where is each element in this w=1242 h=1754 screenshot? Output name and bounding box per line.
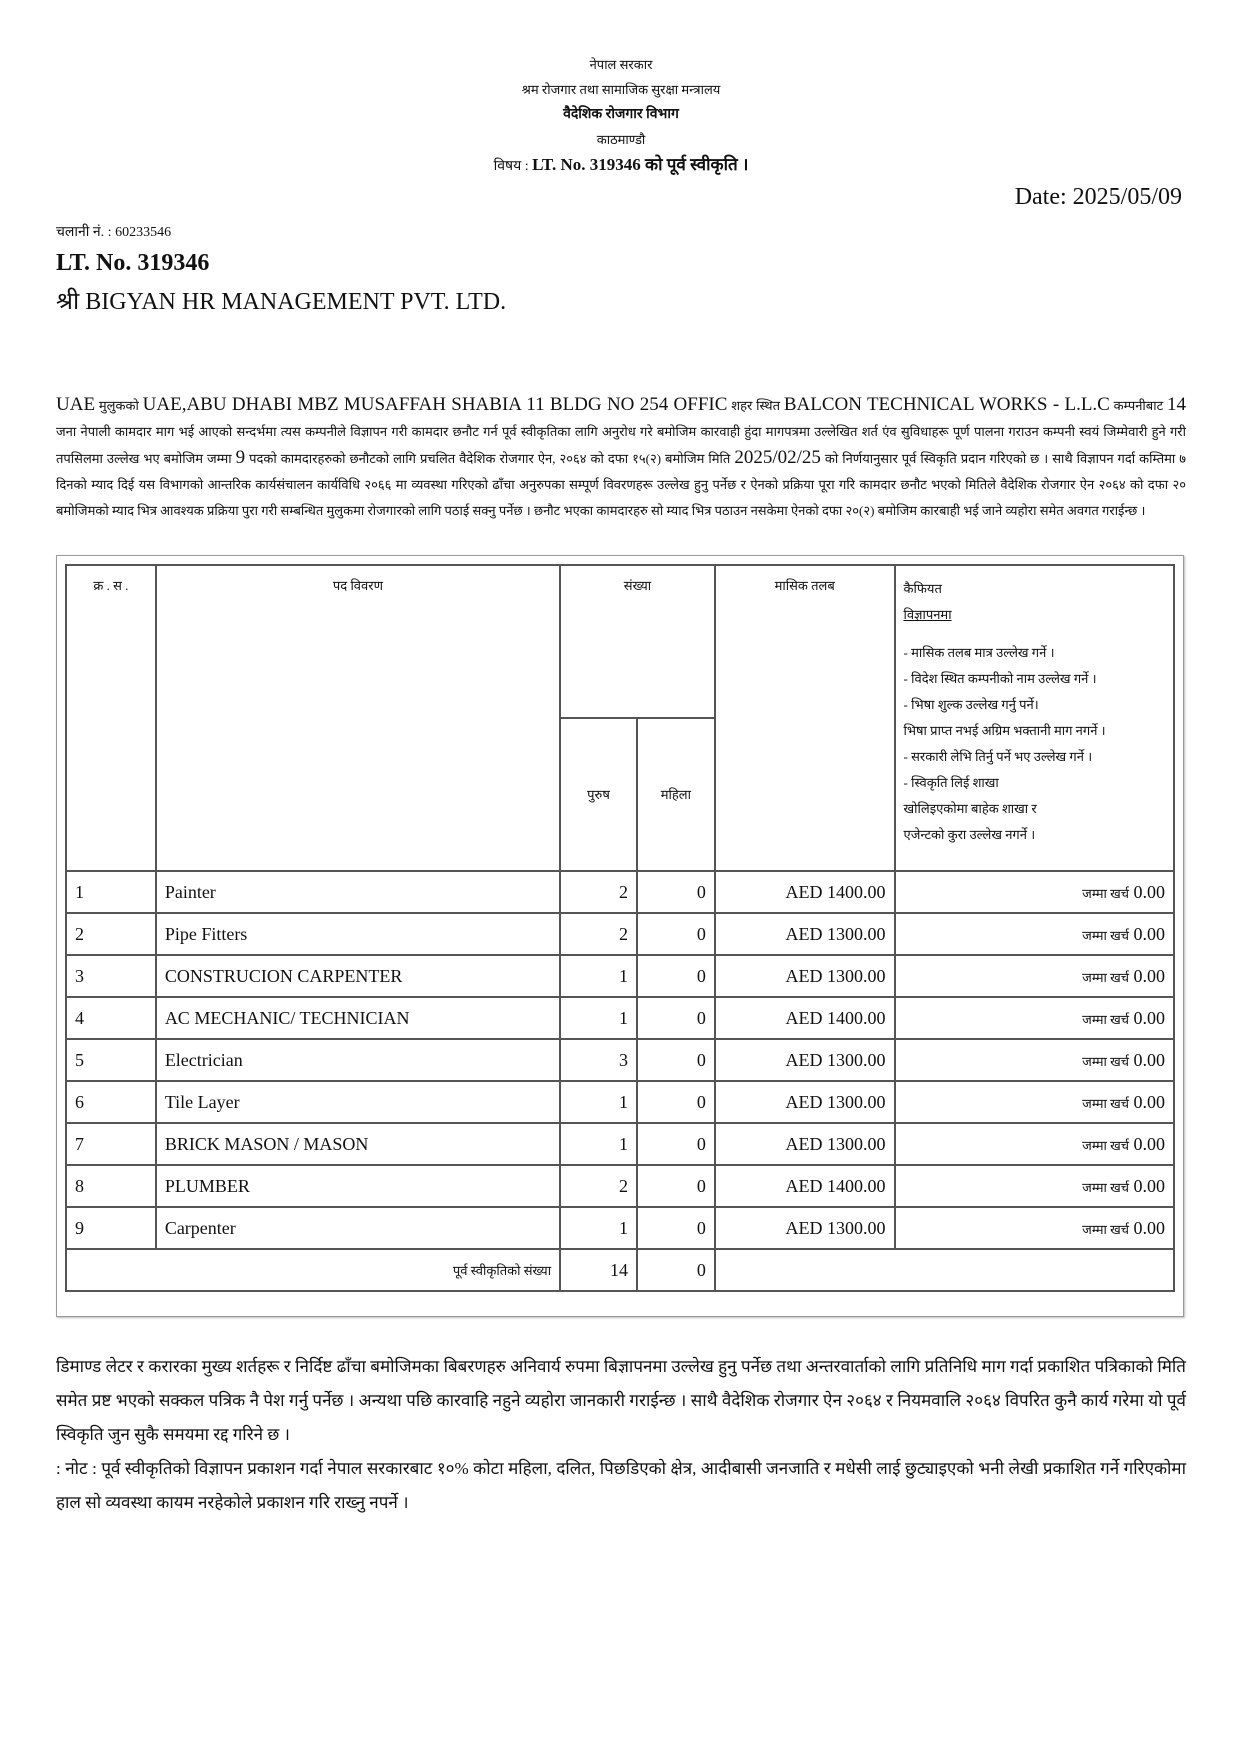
subject-prefix: विषय : [493,159,529,174]
intro-city: UAE,ABU DHABI MBZ MUSAFFAH SHABIA 11 BLDG NO 254 OFFIC [142,394,728,415]
table-row [66,871,1174,913]
cell-male: 1 [560,1081,637,1123]
cell-female: 0 [637,955,715,997]
remarks-item: - स्विकृति लिई शाखा [903,775,999,790]
header-ministry: श्रम रोजगार तथा सामाजिक सुरक्षा मन्त्रालय [521,82,721,97]
table-row [66,1165,1174,1207]
expense-value: 0.00 [1133,1091,1165,1112]
positions-table [65,564,1175,1292]
remarks-item: भिषा प्राप्त नभई अग्रिम भक्तानी माग नगर्ने । [903,723,1106,738]
total-male: 14 [560,1249,637,1291]
col-header-male: पुरुष [560,718,637,871]
intro-text-5: पदको कामदारहरुको छनौटको लागि प्रचलित वैदेशिक रोजगार ऐन, २०६४ को दफा १५(२) बमोजिम मिति [245,451,735,466]
intro-country: UAE [56,394,96,415]
intro-worker-count: 14 [1166,394,1186,415]
cell-salary: AED 1300.00 [715,1207,895,1249]
addressee: श्री BIGYAN HR MANAGEMENT PVT. LTD. [56,289,507,315]
remarks-item: खोलिइएकोमा बाहेक शाखा र [903,801,1037,816]
intro-text-3: कम्पनीबाट [1109,398,1167,413]
cell-male: 3 [560,1039,637,1081]
cell-sn: 3 [66,955,156,997]
cell-position: PLUMBER [156,1165,560,1207]
col-header-sn: क्र . स . [66,565,156,871]
total-empty-cell [715,1249,1174,1291]
cell-expense [895,997,1174,1039]
remarks-item: - विदेश स्थित कम्पनीको नाम उल्लेख गर्ने । [903,671,1097,686]
expense-label: जम्मा खर्च [1082,1095,1129,1111]
letter-header [0,52,1242,179]
table-row [66,913,1174,955]
cell-position: Electrician [156,1039,560,1081]
header-city: काठमाण्डौ [596,132,646,147]
intro-text-4: जना नेपाली कामदार माग भई आएको सन्दर्भमा त्यस कम्पनीले विज्ञापन गरी कामदार छनौट गर्न पूर्व स्वीकृतिका लागि अनुरोध गरे बमोजिम कारवाही हुंदा मागपत्रमा उल्लेखित शर्त एंव सुविधाहरू पूर्ण पालना गराउन कम्पनी स्वयं जिम्मेवारी हुने गरी तपसिलमा उल्लेख भए बमोजिम जम्मा [56,424,1186,466]
expense-label: जम्मा खर्च [1082,885,1129,901]
table-row [66,1081,1174,1123]
total-row [66,1249,1174,1291]
expense-label: जम्मा खर्च [1082,1053,1129,1069]
expense-value: 0.00 [1133,1133,1165,1154]
expense-value: 0.00 [1133,881,1165,902]
cell-salary: AED 1300.00 [715,1123,895,1165]
cell-expense [895,913,1174,955]
cell-female: 0 [637,871,715,913]
cell-male: 2 [560,1165,637,1207]
intro-text-2: शहर स्थित [727,398,784,413]
header-department: वैदेशिक रोजगार विभाग [563,107,679,122]
cell-female: 0 [637,1039,715,1081]
subject-text: LT. No. 319346 को पूर्व स्वीकृति । [532,155,749,174]
col-header-remarks [895,565,1174,871]
cell-sn: 2 [66,913,156,955]
cell-position: CONSTRUCION CARPENTER [156,955,560,997]
cell-female: 0 [637,1081,715,1123]
footer-paragraph: डिमाण्ड लेटर र करारका मुख्य शर्तहरू र निर्दिष्ट ढाँचा बमोजिमका बिबरणहरु अनिवार्य रुपमा बिज्ञापनमा उल्लेख हुनु पर्नेछ तथा अन्तरवार्ताको लागि प्रतिनिधि माग गर्दा प्रकाशित पत्रिकाको मिति समेत प्रष्ट भएको सक्कल पत्रिक नै पेश गर्नु पर्नेछ । अन्यथा पछि कारवाहि नहुने व्यहोरा जानकारी गराईन्छ । साथै वैदेशिक रोजगार ऐन २०६४ र नियमवालि २०६४ विपरित कुनै कार्य गरेमा यो पूर्व स्विकृति जुन सुकै समयमा रद्द गरिने छ । [56,1357,1186,1444]
cell-female: 0 [637,997,715,1039]
intro-text-1: मुलुकको [95,398,143,413]
cell-sn: 7 [66,1123,156,1165]
remarks-item: - मासिक तलब मात्र उल्लेख गर्ने । [903,645,1055,660]
remarks-item: एजेन्टको कुरा उल्लेख नगर्ने । [903,827,1036,842]
expense-value: 0.00 [1133,1049,1165,1070]
cell-sn: 5 [66,1039,156,1081]
remarks-item: - भिषा शुल्क उल्लेख गर्नु पर्ने। [903,697,1039,712]
intro-text-6: को निर्णयानुसार पूर्व स्विकृति प्रदान गरिएको छ । साथै विज्ञापन गर्दा कम्तिमा ७ दिनको म्याद दिई यस विभागको आन्तरिक कार्यसंचालन कार्यविधि २०६६ मा व्यवस्था गरिएको ढाँचा अनुरुपका सम्पूर्ण विवरणहरू उल्लेख हुनु पर्नेछ र ऐनको प्रक्रिया पूरा गरि कामदार छनौट भएको मितिले वैदेशिक रोजगार ऐन २०६४ को दफा २० बमोजिमको म्याद भित्र आवश्यक प्रक्रिया पुरा गरी सम्बन्धित मुलुकमा रोजगारको लागि पठाई सक्नु पर्नेछ । छनौट भएका कामदारहरु सो म्याद भित्र पठाउन नसकेमा ऐनको दफा २०(२) बमोजिम कारबाही भई जाने व्यहोरा समेत अवगत गराईन्छ । [56,451,1187,518]
cell-female: 0 [637,913,715,955]
cell-sn: 9 [66,1207,156,1249]
col-header-salary: मासिक तलब [715,565,895,871]
cell-position: Painter [156,871,560,913]
cell-male: 1 [560,1207,637,1249]
total-label: पूर्व स्वीकृतिको संख्या [66,1249,560,1291]
table-row [66,1039,1174,1081]
intro-paragraph [56,392,1186,524]
cell-male: 2 [560,871,637,913]
cell-position: Carpenter [156,1207,560,1249]
cell-expense [895,1039,1174,1081]
cell-salary: AED 1300.00 [715,1081,895,1123]
expense-value: 0.00 [1133,1217,1165,1238]
cell-position: Tile Layer [156,1081,560,1123]
expense-label: जम्मा खर्च [1082,1179,1129,1195]
cell-expense [895,1165,1174,1207]
cell-salary: AED 1300.00 [715,913,895,955]
cell-expense [895,1207,1174,1249]
cell-male: 1 [560,997,637,1039]
cell-salary: AED 1300.00 [715,1039,895,1081]
cell-sn: 6 [66,1081,156,1123]
table-row [66,997,1174,1039]
table-row [66,955,1174,997]
cell-male: 1 [560,955,637,997]
cell-position: Pipe Fitters [156,913,560,955]
letter-date: Date: 2025/05/09 [1014,184,1182,210]
cell-salary: AED 1300.00 [715,955,895,997]
cell-position: BRICK MASON / MASON [156,1123,560,1165]
footer-notes [56,1350,1186,1520]
lt-number: LT. No. 319346 [56,250,210,276]
cell-salary: AED 1400.00 [715,997,895,1039]
header-government: नेपाल सरकार [589,57,653,72]
cell-female: 0 [637,1207,715,1249]
cell-male: 1 [560,1123,637,1165]
expense-label: जम्मा खर्च [1082,1137,1129,1153]
expense-value: 0.00 [1133,923,1165,944]
cell-female: 0 [637,1165,715,1207]
cell-expense [895,1123,1174,1165]
cell-sn: 1 [66,871,156,913]
remarks-item: - सरकारी लेभि तिर्नु पर्ने भए उल्लेख गर्ने । [903,749,1093,764]
col-header-count: संख्या [560,565,715,718]
cell-position: AC MECHANIC/ TECHNICIAN [156,997,560,1039]
expense-label: जम्मा खर्च [1082,927,1129,943]
expense-label: जम्मा खर्च [1082,969,1129,985]
cell-expense [895,1081,1174,1123]
expense-label: जम्मा खर्च [1082,1221,1129,1237]
cell-sn: 4 [66,997,156,1039]
cell-male: 2 [560,913,637,955]
cell-salary: AED 1400.00 [715,1165,895,1207]
remarks-list [904,640,1172,848]
table-row [66,1123,1174,1165]
positions-table-frame [56,555,1184,1317]
intro-position-count: 9 [235,447,246,468]
subject-line [0,152,1242,179]
expense-label: जम्मा खर्च [1082,1011,1129,1027]
col-header-position: पद विवरण [156,565,560,871]
cell-expense [895,871,1174,913]
remarks-subtitle: विज्ञापनमा [903,607,952,622]
col-header-female: महिला [637,718,715,871]
footer-note: : नोट : पूर्व स्वीकृतिको विज्ञापन प्रकाशन गर्दा नेपाल सरकारबाट १०% कोटा महिला, दलित, पिछडिएको क्षेत्र, आदीबासी जनजाति र मधेसी लाई छुट्याइएको भनी लेखी प्रकाशित गर्ने गरिएकोमा हाल सो व्यवस्था कायम नरहेकोले प्रकाशन गरि राख्नु नपर्ने । [56,1459,1186,1512]
cell-salary: AED 1400.00 [715,871,895,913]
expense-value: 0.00 [1133,965,1165,986]
remarks-title: कैफियत [903,581,942,596]
cell-expense [895,955,1174,997]
expense-value: 0.00 [1133,1175,1165,1196]
intro-company: BALCON TECHNICAL WORKS - L.L.C [783,394,1110,415]
cell-female: 0 [637,1123,715,1165]
intro-decision-date: 2025/02/25 [734,447,821,468]
total-female: 0 [637,1249,715,1291]
expense-value: 0.00 [1133,1007,1165,1028]
cell-sn: 8 [66,1165,156,1207]
chalani-number: चलानी नं. : 60233546 [56,225,172,240]
table-row [66,1207,1174,1249]
